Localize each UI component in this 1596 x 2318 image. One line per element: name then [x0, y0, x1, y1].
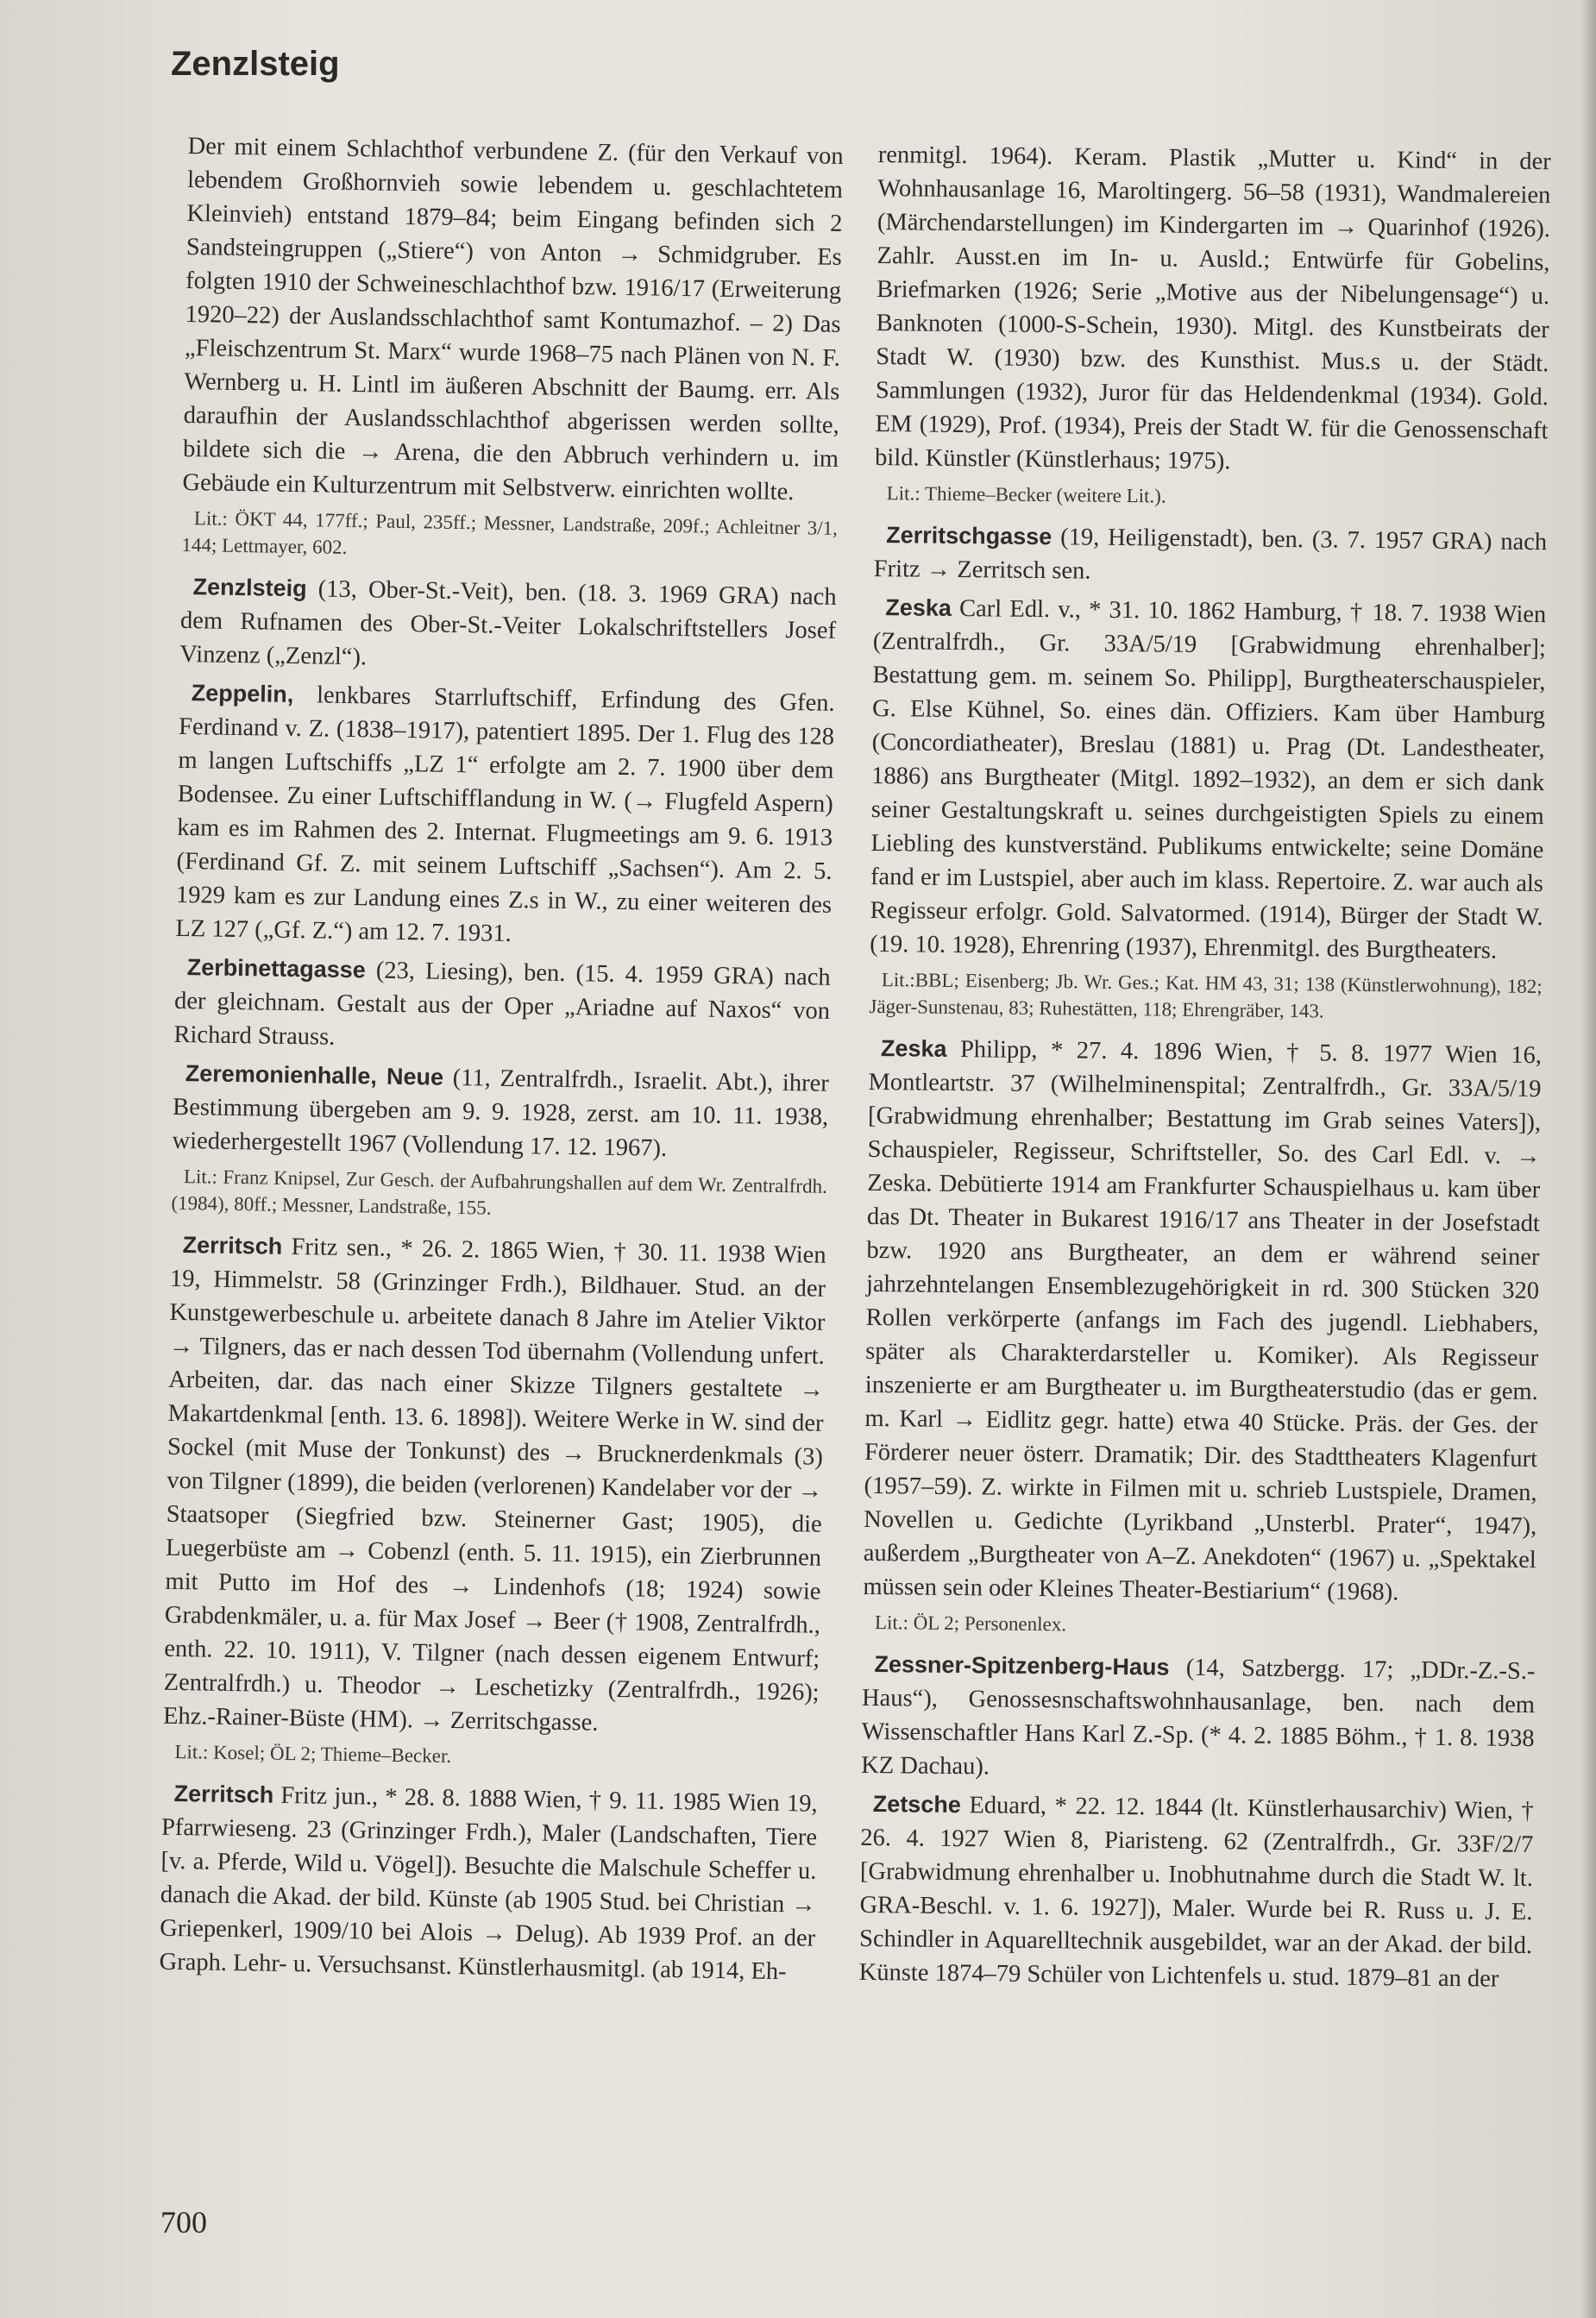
literature-note: Lit.: Thieme–Becker (weitere Lit.). [886, 482, 1166, 507]
entry: Zerbinettagasse (23, Liesing), ben. (15. 4. 1959 GRA) nach der gleichnam. Gestalt aus der Oper „Ariadne auf Naxos“ von Richard Strauss. [173, 954, 831, 1051]
headword: Zerbinettagasse [186, 954, 367, 983]
headword: Zeppelin, [191, 680, 294, 707]
page-number: 700 [160, 2205, 207, 2239]
headword: Zetsche [872, 1791, 961, 1819]
entry: Zeska Philipp, * 27. 4. 1896 Wien, † 5. 8. 1977 Wien 16, Montleartstr. 37 (Wilhelminenspital; Zentralfrdh., Gr. 33A/5/19 [Grabwidmung ehrenhalber; Bestattung im Grab seines Vaters]), Schauspieler, Regisseur, Schriftsteller, So. des Carl Edl. v. → Zeska. Debütierte 1914 am Frankfurter Schauspielhaus u. kam über das Dt. Theater in Bukarest 1916/17 ans Theater in der Josefstadt bzw. 1920 ans Burgtheater, an dem er während seiner jahrzehntelangen Ensemblezugehörigkeit in rd. 300 Stücken 320 Rollen verkörperte (anfangs im Fach des jugendl. Liebhabers, später als Charakterdarsteller u. Komiker). Als Regisseur inszenierte er am Burgtheater u. im Burgtheaterstudio (das er gem. m. Karl → Eidlitz gegr. hatte) etwa 40 Stücke. Präs. der Ges. der Förderer neuer österr. Dramatik; Dir. des Stadttheaters Klagenfurt (1957–59). Z. wirkte in Filmen mit u. schrieb Lustspiele, Dramen, Novellen u. Gedichte (Lyrikband „Unsterbl. Prater“, 1947), außerdem „Burgtheater von A–Z. Anekdoten“ (1967) u. „Spektakel müssen sein oder Kleines Theater-Bestiarium“ (1968). [863, 1035, 1543, 1606]
entry: Zeppelin, lenkbares Starrluftschiff, Erfindung des Gfen. Ferdinand v. Z. (1838–1917), patentiert 1895. Der 1. Flug des 128 m langen Luftschiffs „LZ 1“ erfolgte am 2. 7. 1900 über dem Bodensee. Zu einer Luftschifflandung in W. (→ Flugfeld Aspern) kam es im Rahmen des 2. Internat. Flugmeetings am 9. 6. 1913 (Ferdinand Gf. Z. mit seinem Luftschiff „Sachsen“). Am 2. 5. 1929 kam es zur Landung eines Z.s in W., zu einer weiteren des LZ 127 („Gf. Z.“) am 12. 7. 1931. [175, 680, 835, 948]
entry: renmitgl. 1964). Keram. Plastik „Mutter u. Kind“ in der Wohnhausanlage 16, Maroltingerg. 56–58 (1931), Wandmalereien (Märchendarstellungen) im Kindergarten im → Quarinhof (1926). Zahlr. Ausst.en im In- u. Ausld.; Entwürfe für Gobelins, Briefmarken (1926; Serie „Motive aus der Nibelungensage“) u. Banknoten (1000-S-Schein, 1930). Mitgl. des Kunstbeirats der Stadt W. (1930) bzw. des Kunsthist. Mus.s u. der Städt. Sammlungen (1932), Juror für das Heldendenkmal (1934). Gold. EM (1929), Prof. (1934), Preis der Stadt W. für die Genossenschaft bild. Künstler (Künstlerhaus; 1975). [874, 141, 1551, 475]
entry: Zerritsch Fritz sen., * 26. 2. 1865 Wien, † 30. 11. 1938 Wien 19, Himmelstr. 58 (Grinzinger Frdh.), Bildhauer. Stud. an der Kunstgewerbeschule u. arbeitete danach 8 Jahre im Atelier Viktor → Tilgners, das er nach dessen Tod übernahm (Vollendung unfert. Arbeiten, dar. das nach einer Skizze Tilgners gestaltete → Makartdenkmal [enth. 13. 6. 1898]). Weitere Werke in W. sind der Sockel (mit Muse der Tonkunst) des → Brucknerdenkmals (3) von Tilgner (1899), die beiden (verlorenen) Kandelaber vor der → Staatsoper (Siegfried bzw. Steinerner Gast; 1905), die Luegerbüste am → Cobenzl (enth. 5. 11. 1915), ein Zierbrunnen mit Putto im Hof des → Lindenhofs (18; 1924) sowie Grabdenkmäler, u. a. für Max Josef → Beer († 1908, Zentralfrdh., enth. 22. 10. 1911), V. Tilgner (nach dessen eigenem Entwurf; Zentralfrdh.) u. Theodor → Leschetizky (Zentralfrdh., 1926); Ehz.-Rainer-Büste (HM). → Zerritschgasse. [162, 1232, 826, 1737]
entry: Zessner-Spitzenberg-Haus (14, Satzbergg. 17; „DDr.-Z.-S.-Haus“), Genossesnschaftswohnhausanlage, ben. nach dem Wissenschaftler Hans Karl Z.-Sp. (* 4. 2. 1885 Böhm., † 1. 8. 1938 KZ Dachau). [861, 1651, 1536, 1781]
literature-note: Lit.: Franz Knipsel, Zur Gesch. der Aufbahrungshallen auf dem Wr. Zentralfrdh. (1984), 80ff.; Messner, Landstraße, 155. [171, 1165, 828, 1219]
headword: Zenzlsteig [192, 574, 307, 602]
headword: Zerritsch [182, 1232, 283, 1260]
left-column [159, 129, 844, 1994]
literature-note: Lit.: ÖKT 44, 177ff.; Paul, 235ff.; Messner, Landstraße, 209f.; Achleitner 3/1, 144; Lettmayer, 602. [181, 507, 839, 558]
headword: Zessner-Spitzenberg-Haus [874, 1651, 1170, 1680]
entry: Der mit einem Schlachthof verbundene Z. (für den Verkauf von lebendem Großhornvieh sowie lebendem u. geschlachtetem Kleinvieh) entstand 1879–84; beim Eingang befinden sich 2 Sandsteingruppen („Stiere“) von Anton → Schmidgruber. Es folgten 1910 der Schweineschlachthof bzw. 1916/17 (Erweiterung 1920–22) der Auslandsschlachthof samt Kontumazhof. – 2) Das „Fleischzentrum St. Marx“ wurde 1968–75 nach Plänen von N. F. Wernberg u. H. Lintl im äußeren Abschnitt der Baumg. err. Als daraufhin der Auslandsschlachthof abgerissen werden sollte, bildete sich die → Arena, die den Abbruch verhindern u. im Gebäude ein Kulturzentrum mit Selbstverw. einrichten wollte. [182, 132, 844, 506]
entry: Zeremonienhalle, Neue (11, Zentralfrdh., Israelit. Abt.), ihrer Bestimmung übergeben am 9. 9. 1928, zerst. am 10. 11. 1938, wiederhergestellt 1967 (Vollendung 17. 12. 1967). [172, 1060, 829, 1162]
headword: Zeremonienhalle, Neue [185, 1060, 444, 1090]
right-column [858, 138, 1550, 2001]
entry: Zenzlsteig (13, Ober-St.-Veit), ben. (18. 3. 1969 GRA) nach dem Rufnamen des Ober-St.-Veiter Lokalschriftstellers Josef Vinzenz („Zenzl“). [179, 574, 837, 671]
literature-note: Lit.: ÖL 2; Personenlex. [874, 1611, 1067, 1636]
entry: Zetsche Eduard, * 22. 12. 1844 (lt. Künstlerhausarchiv) Wien, † 26. 4. 1927 Wien 8, Piaristeng. 62 (Zentralfrdh., Gr. 33F/2/7 [Grabwidmung ehrenhalber u. Inobhutnahme durch die Stadt W. lt. GRA-Beschl. v. 1. 6. 1927]), Maler. Wurde bei R. Russ u. J. E. Schindler in Aquarelltechnik ausgebildet, war an der Akad. der bild. Künste 1874–79 Schüler von Lichtenfels u. stud. 1879–81 an der [858, 1791, 1534, 1993]
headword: Zeska [880, 1035, 947, 1062]
running-head: Zenzlsteig [171, 45, 340, 83]
literature-note: Lit.: Kosel; ÖL 2; Thieme–Becker. [174, 1740, 452, 1768]
headword: Zerritschgasse [886, 522, 1052, 550]
page-gutter-shadow [1580, 0, 1596, 2318]
entry: Zerritsch Fritz jun., * 28. 8. 1888 Wien, † 9. 11. 1985 Wien 19, Pfarrwieseng. 23 (Grinzinger Frdh.), Maler (Landschaften, Tiere [v. a. Pferde, Wild u. Vögel]). Besuchte die Malschule Scheffer u. danach die Akad. der bild. Künste (ab 1905 Stud. bei Christian → Griepenkerl, 1909/10 bei Alois → Delug). Ab 1939 Prof. an der Graph. Lehr- u. Versuchsanst. Künstlerhausmitgl. (ab 1914, Eh- [159, 1780, 818, 1986]
headword: Zerritsch [173, 1780, 274, 1808]
entry: Zerritschgasse (19, Heiligenstadt), ben. (3. 7. 1957 GRA) nach Fritz → Zerritsch sen. [873, 522, 1548, 585]
literature-note: Lit.:BBL; Eisenberg; Jb. Wr. Ges.; Kat. HM 43, 31; 138 (Künstlerwohnung), 182; Jäger-Sunstenau, 83; Ruhestätten, 118; Ehrengräber, 143. [869, 969, 1543, 1022]
entry: Zeska Carl Edl. v., * 31. 10. 1862 Hamburg, † 18. 7. 1938 Wien (Zentralfrdh., Gr. 33A/5/19 [Grabwidmung ehrenhalber]; Bestattung gem. m. seinem So. Philipp], Burgtheaterschauspieler, G. Else Kühnel, So. eines dän. Offiziers. Kam über Hamburg (Concordiatheater), Breslau (1881) u. Prag (Dt. Landestheater, 1886) ans Burgtheater (Mitgl. 1892–1932), an dem er sich dank seiner Gestaltungskraft u. seines durchgeistigten Spiels zu einem Liebling des kunstverständ. Publikums entwickelte; seine Domäne fand er im Lustspiel, aber auch im klass. Repertoire. Z. war auch als Regisseur erfolgr. Gold. Salvatormed. (1914), Bürger der Stadt W. (19. 10. 1928), Ehrenring (1937), Ehrenmitgl. des Burgtheaters. [870, 594, 1547, 964]
headword: Zeska [885, 594, 952, 621]
